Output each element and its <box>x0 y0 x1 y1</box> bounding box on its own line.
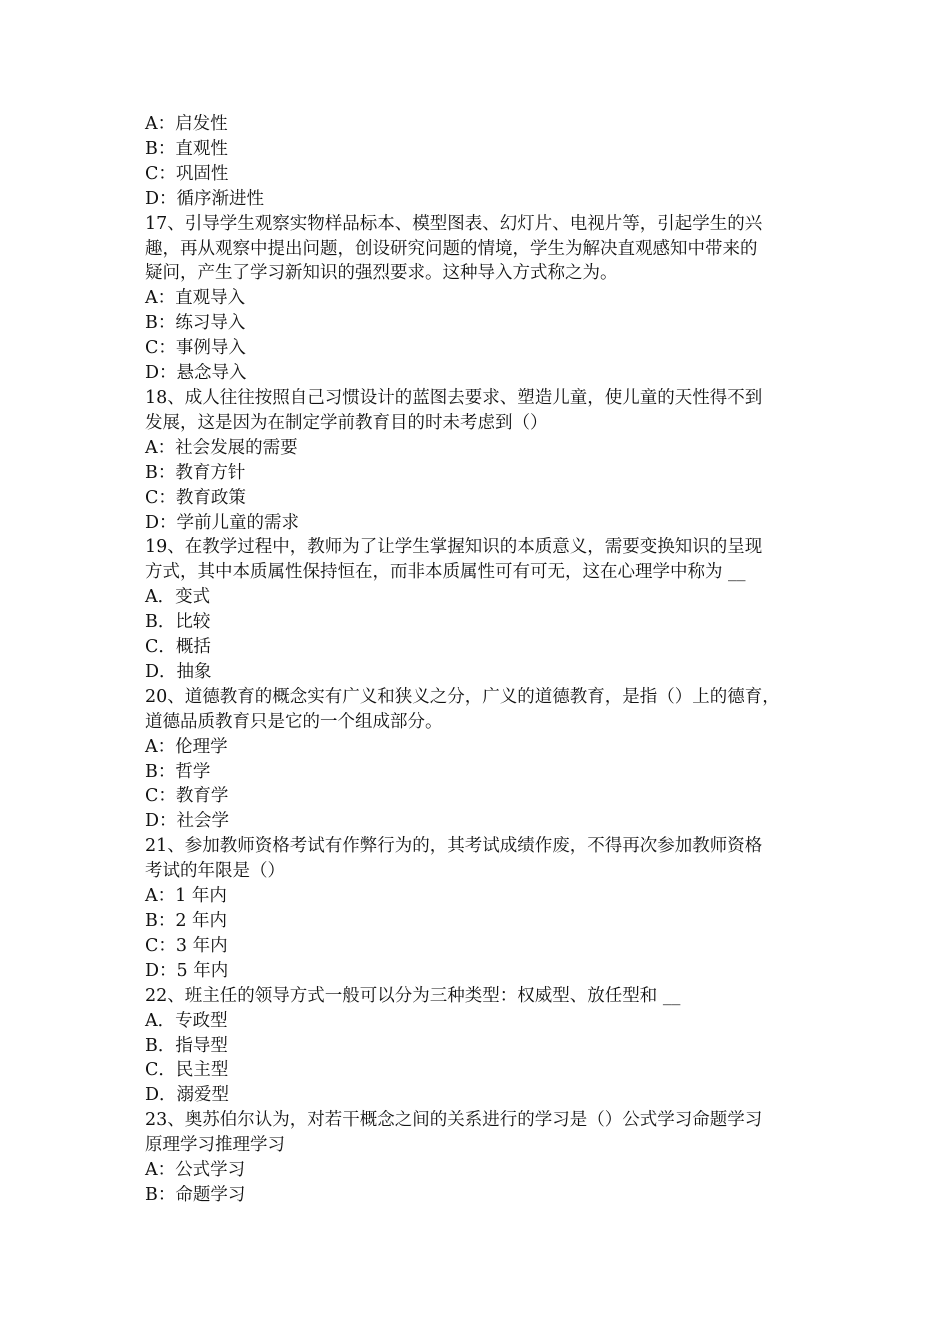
option-b: B：2 年内 <box>145 911 228 931</box>
option-c: C：3 年内 <box>145 935 228 956</box>
option-b: B：直观性 <box>145 138 228 159</box>
question-17 <box>145 212 810 386</box>
question-stem-line: 19、在教学过程中，教师为了让学生掌握知识的本质意义，需要变换知识的呈现 <box>145 537 763 558</box>
option-c: C．概括 <box>145 637 211 658</box>
option-d: D．溺爱型 <box>145 1085 230 1106</box>
question-stem-line: 方式，其中本质属性保持恒在，而非本质属性可有可无，这在心理学中称为 __ <box>145 562 746 583</box>
option-d: D．抽象 <box>145 661 212 682</box>
option-a: A：公式学习 <box>145 1160 246 1181</box>
option-c: C：巩固性 <box>145 163 229 184</box>
question-stem-line: 22、班主任的领导方式一般可以分为三种类型：权威型、放任型和 __ <box>145 985 681 1006</box>
option-d: D：学前儿童的需求 <box>145 512 300 533</box>
option-b: B：命题学习 <box>145 1184 246 1205</box>
option-b: B：哲学 <box>145 761 211 782</box>
question-21 <box>145 834 810 983</box>
question-19 <box>145 535 810 684</box>
option-a: A：社会发展的需要 <box>145 437 298 458</box>
document-page <box>145 112 810 1208</box>
option-a: A：1 年内 <box>145 886 227 907</box>
option-c: C：事例导入 <box>145 338 246 359</box>
question-stem-line: 23、奥苏伯尔认为，对若干概念之间的关系进行的学习是（）公式学习命题学习 <box>145 1110 763 1131</box>
question-stem-line: 发展，这是因为在制定学前教育目的时未考虑到（） <box>145 412 548 433</box>
option-a: A．专政型 <box>145 1010 228 1031</box>
option-d: D：循序渐进性 <box>145 188 265 209</box>
option-a: A：直观导入 <box>145 288 246 309</box>
option-a: A：伦理学 <box>145 736 228 757</box>
question-stem-line: 考试的年限是（） <box>145 861 285 882</box>
option-c: C．民主型 <box>145 1060 229 1081</box>
option-b: B：教育方针 <box>145 462 246 483</box>
question-20 <box>145 685 810 834</box>
question-stem-line: 疑问，产生了学习新知识的强烈要求。这种导入方式称之为。 <box>145 263 618 284</box>
option-a: A：启发性 <box>145 114 228 134</box>
question-stem-line: 21、参加教师资格考试有作弊行为的，其考试成绩作废，不得再次参加教师资格 <box>145 836 763 857</box>
question-stem-line: 20、道德教育的概念实有广义和狭义之分，广义的道德教育，是指（）上的德育， <box>145 686 780 707</box>
option-c: C：教育学 <box>145 786 229 807</box>
question-stem-line: 趣，再从观察中提出问题，创设研究问题的情境，学生为解决直观感知中带来的 <box>145 238 758 259</box>
option-b: B．比较 <box>145 612 211 633</box>
option-b: B．指导型 <box>145 1035 228 1056</box>
option-b: B：练习导入 <box>145 313 246 334</box>
option-c: C：教育政策 <box>145 487 246 508</box>
option-d: D：5 年内 <box>145 960 229 981</box>
question-stem-line: 原理学习推理学习 <box>145 1135 285 1156</box>
question-23 <box>145 1108 810 1208</box>
question-stem-line: 18、成人往往按照自己习惯设计的蓝图去要求、塑造儿童，使儿童的天性得不到 <box>145 387 763 408</box>
question-stem-line: 17、引导学生观察实物样品标本、模型图表、幻灯片、电视片等，引起学生的兴 <box>145 213 763 234</box>
option-d: D：社会学 <box>145 811 230 832</box>
question-stem-line: 道德品质教育只是它的一个组成部分。 <box>145 711 443 732</box>
question-18 <box>145 386 810 535</box>
option-a: A．变式 <box>145 587 211 608</box>
question-22 <box>145 984 810 1109</box>
option-d: D：悬念导入 <box>145 363 247 384</box>
lead-options <box>145 112 810 212</box>
